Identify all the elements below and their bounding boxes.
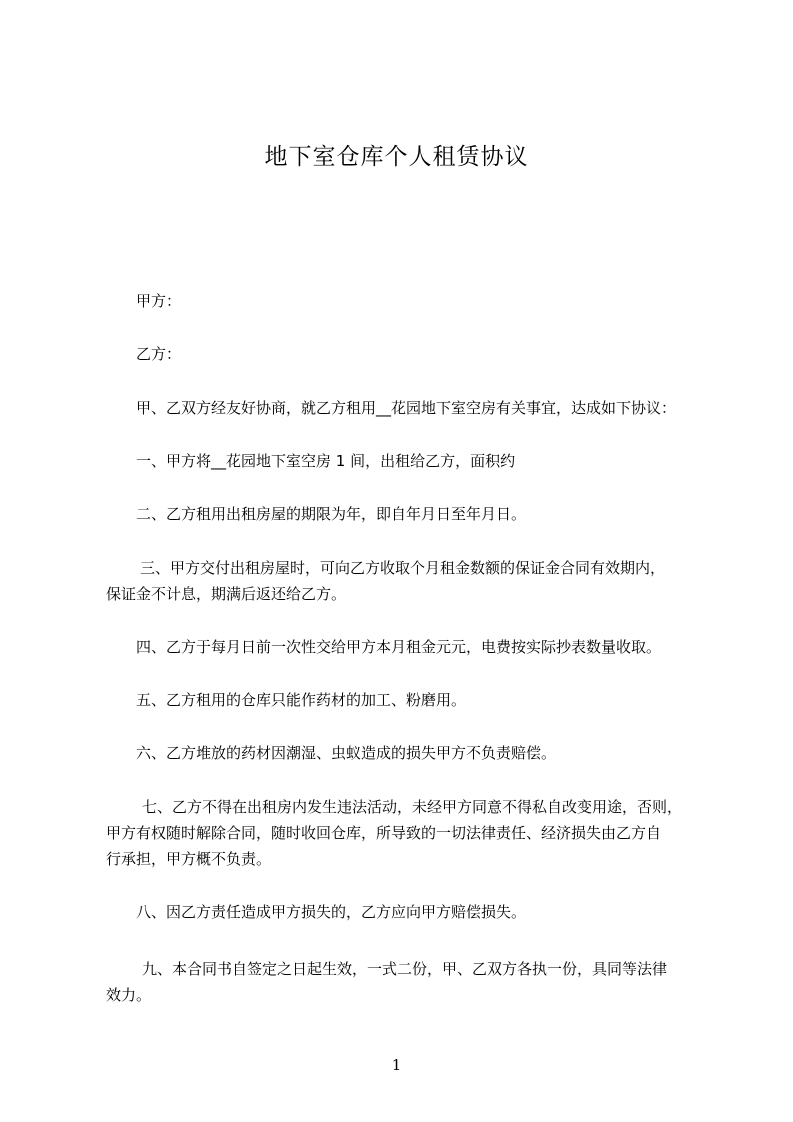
clause-3	[106, 555, 696, 607]
intro-paragraph: 甲、乙双方经友好协商，就乙方租用__花园地下室空房有关事宜，达成如下协议：	[136, 399, 677, 417]
clause-7-line-2: 甲方有权随时解除合同，随时收回仓库，所导致的一切法律责任、经济损失由乙方自	[106, 824, 662, 842]
party-b-line: 乙方：	[136, 345, 182, 363]
clause-6: 六、乙方堆放的药材因潮湿、虫蚁造成的损失甲方不负责赔偿。	[136, 744, 557, 762]
clause-3-line-1: 三、甲方交付出租房屋时，可向乙方收取个月租金数额的保证金合同有效期内，	[140, 559, 666, 577]
document-title: 地下室仓库个人租赁协议	[264, 144, 529, 170]
clause-9	[106, 956, 696, 1008]
clause-1: 一、甲方将__花园地下室空房 1 间，出租给乙方，面积约	[136, 452, 516, 470]
clause-8: 八、因乙方责任造成甲方损失的，乙方应向甲方赔偿损失。	[136, 903, 527, 921]
clause-2: 二、乙方租用出租房屋的期限为年，即自年月日至年月日。	[136, 505, 527, 523]
page-number: 1	[391, 1056, 402, 1074]
clause-9-line-2: 效力。	[106, 986, 152, 1004]
party-a-line: 甲方：	[136, 292, 182, 310]
clause-7-line-3: 行承担，甲方概不负责。	[106, 850, 272, 868]
clause-7	[106, 794, 696, 872]
clause-7-line-1: 七、乙方不得在出租房内发生违法活动，未经甲方同意不得私自改变用途，否则，	[142, 798, 683, 816]
clause-4: 四、乙方于每月日前一次性交给甲方本月租金元元，电费按实际抄表数量收取。	[136, 638, 662, 656]
clause-9-line-1: 九、本合同书自签定之日起生效，一式二份，甲、乙双方各执一份，具同等法律	[142, 960, 668, 978]
clause-5: 五、乙方租用的仓库只能作药材的加工、粉磨用。	[136, 691, 467, 709]
clause-3-line-2: 保证金不计息，期满后返还给乙方。	[106, 585, 347, 603]
